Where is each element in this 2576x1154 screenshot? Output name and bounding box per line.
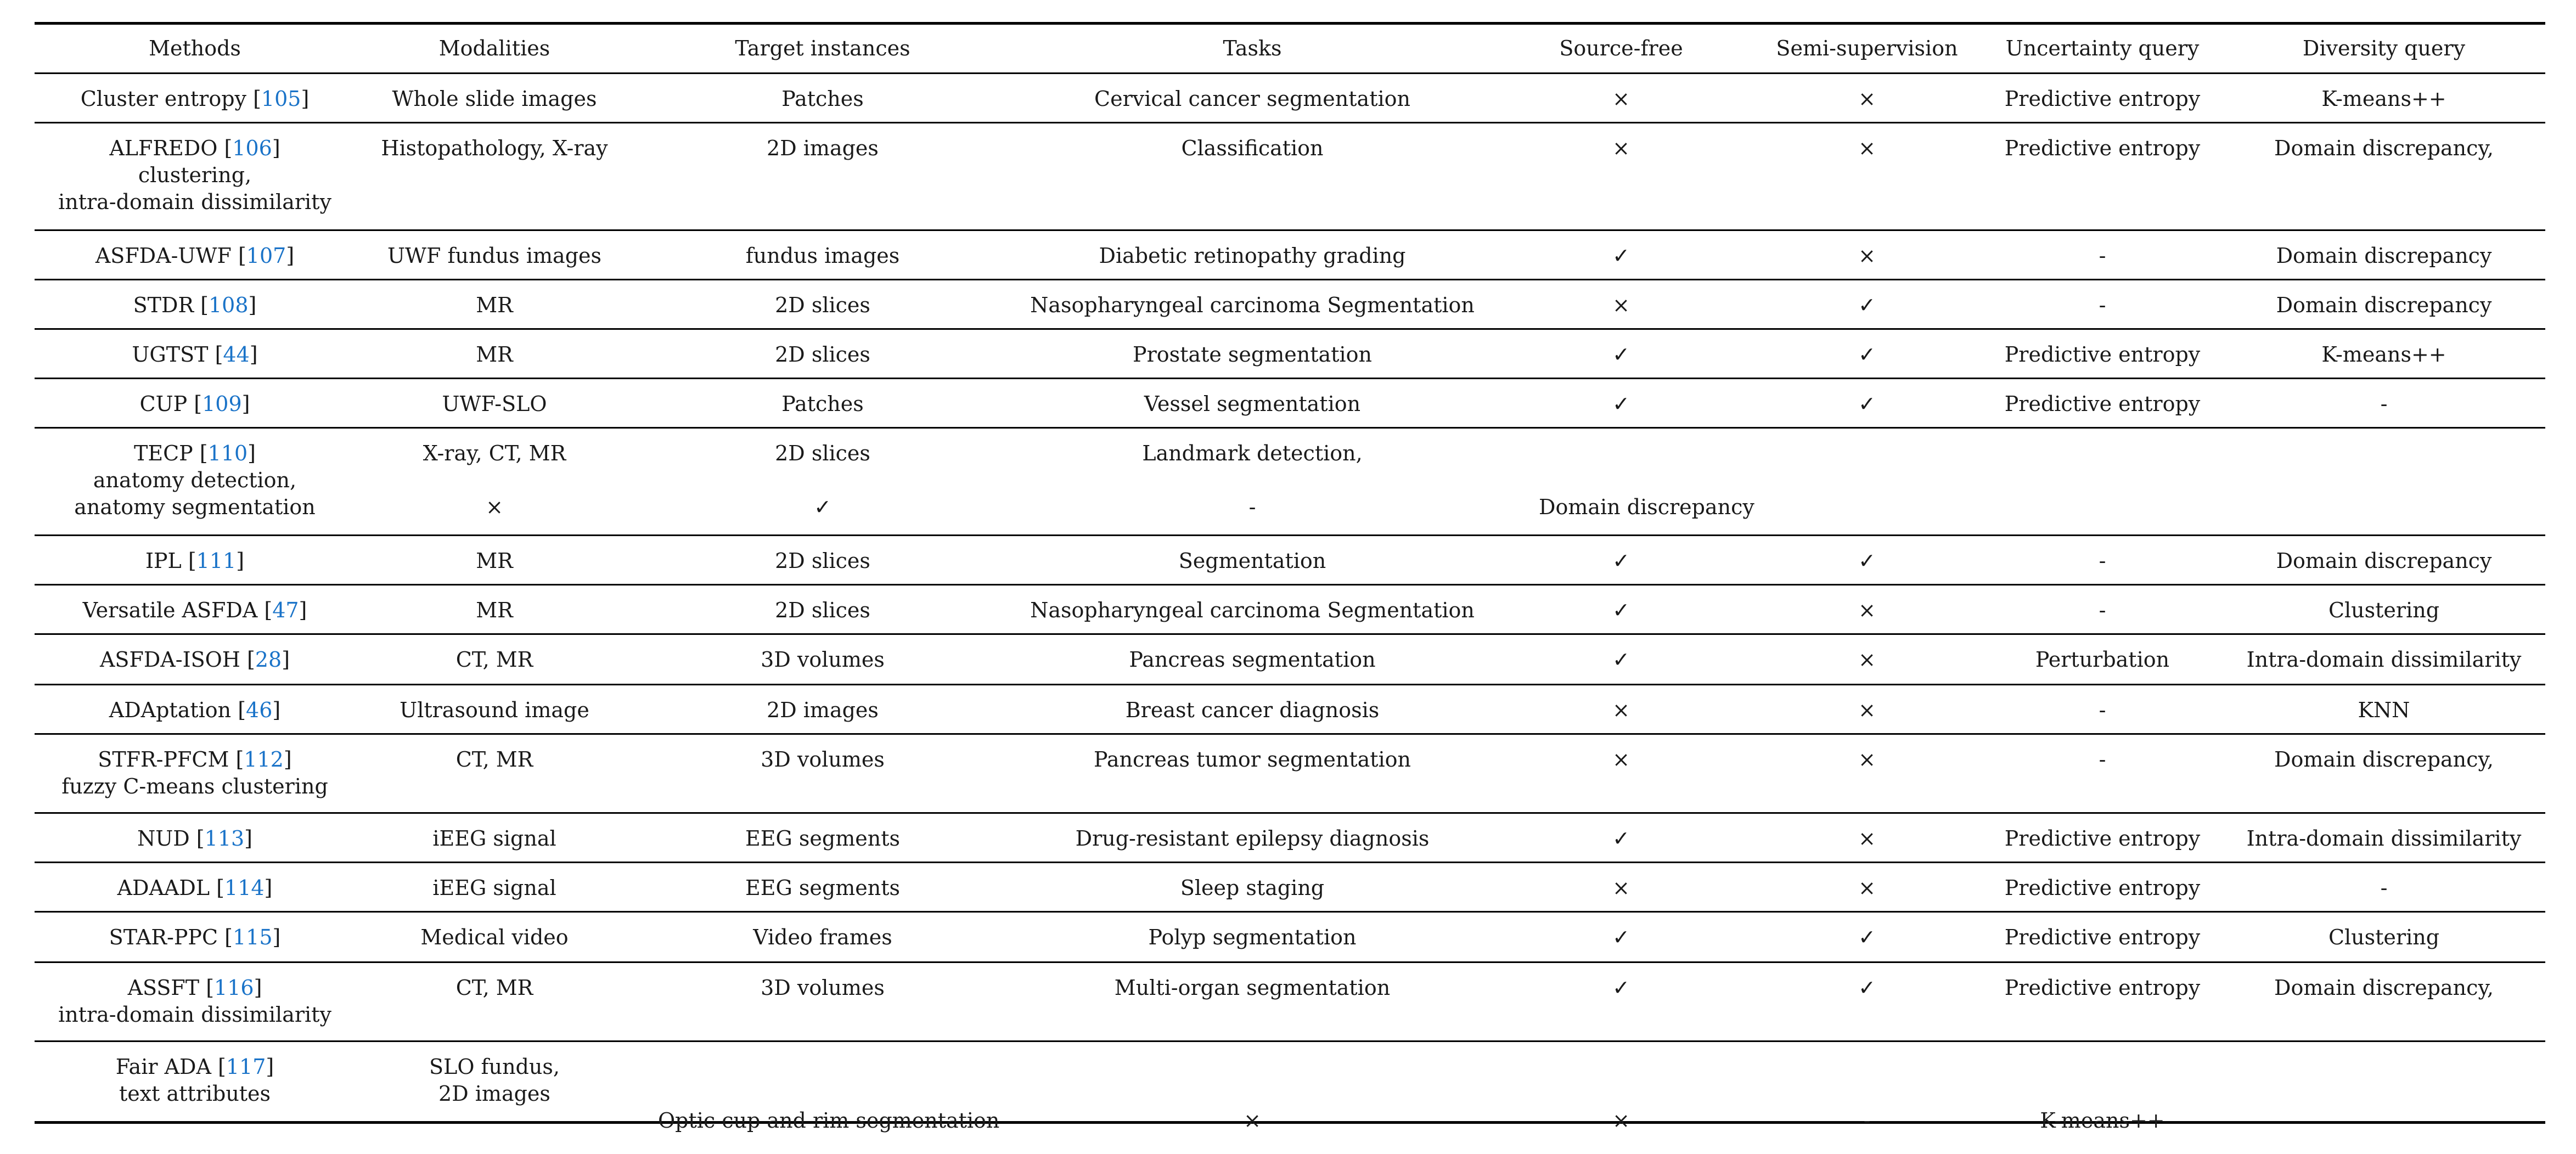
method-name-part: CUP [: [139, 392, 203, 416]
table-cell: 2D images: [767, 136, 879, 160]
method-name-part: ]: [254, 976, 262, 1000]
table-cell: Video frames: [753, 925, 892, 949]
method-cell: [52, 746, 338, 773]
table-cell: ✓: [1858, 549, 1876, 573]
method-name-part: ASFDA-ISOH [: [99, 648, 255, 672]
table-cell: MR: [476, 342, 513, 367]
table-cell: CT, MR: [455, 648, 533, 672]
table-cell: Domain discrepancy,: [2274, 747, 2494, 772]
table-cell: -: [2099, 747, 2106, 772]
table-cell: CT, MR: [455, 976, 533, 1000]
method-name-part: IPL [: [145, 549, 196, 573]
table-cell: ×: [1858, 648, 1876, 672]
table-cell: -: [2099, 244, 2106, 268]
table-cell: ✓: [1612, 826, 1630, 851]
method-name-part: ]: [272, 925, 281, 949]
table-cell: Perturbation: [2035, 648, 2170, 672]
method-cell: [52, 597, 338, 624]
table-cell: 2D slices: [775, 598, 870, 622]
table-cell: 3D volumes: [761, 976, 885, 1000]
row-separator: [35, 122, 2545, 123]
table-cell: ✓: [1612, 598, 1630, 622]
table-cell: iEEG signal: [432, 876, 556, 900]
table-cell: -: [1863, 1108, 1871, 1133]
table-cell: 2D slices: [775, 342, 870, 367]
row-separator: [35, 279, 2545, 280]
table-cell: Domain discrepancy: [1539, 495, 1754, 519]
row-separator: [35, 1040, 2545, 1042]
table-cell: UWF fundus images: [387, 244, 602, 268]
column-header: Modalities: [438, 36, 550, 60]
method-name-part: ]: [272, 136, 280, 160]
method-cell: [52, 924, 338, 951]
table-cell: Intra-domain dissimilarity: [2246, 648, 2522, 672]
table-cell: Ultrasound image: [400, 698, 589, 722]
method-name-part: ASFDA-UWF [: [95, 244, 246, 268]
row-separator: [35, 534, 2545, 536]
citation-link[interactable]: 111: [196, 549, 237, 573]
table-cell: -: [2099, 598, 2106, 622]
method-cell: [52, 292, 338, 319]
table-cell: Segmentation: [1178, 549, 1326, 573]
table-cell: Domain discrepancy,: [2274, 976, 2494, 1000]
method-name-part: ASSFT [: [127, 976, 215, 1000]
method-cell: [52, 135, 338, 162]
table-cell: Patches: [781, 392, 864, 416]
table-cell: ×: [1858, 598, 1876, 622]
table-cell: Clustering: [2328, 925, 2440, 949]
column-header: Methods: [149, 36, 241, 60]
method-name-part: Fair ADA [: [115, 1055, 226, 1079]
table-cell: ×: [1858, 826, 1876, 851]
method-name-part: ]: [283, 747, 292, 772]
table-cell: ✓: [814, 495, 831, 519]
method-name-part: Versatile ASFDA [: [82, 598, 273, 622]
table-cell: ×: [1858, 136, 1876, 160]
table-cell: Prostate segmentation: [1133, 342, 1372, 367]
method-cell: [52, 975, 338, 1001]
table-cell: ×: [1612, 698, 1630, 722]
method-name-part: STFR-PFCM [: [98, 747, 244, 772]
citation-link[interactable]: 47: [272, 598, 299, 622]
method-name-part: UGTST [: [132, 342, 223, 367]
table-cell: K-means++: [2321, 342, 2446, 367]
column-header: Target instances: [735, 36, 910, 60]
citation-link[interactable]: 117: [226, 1055, 266, 1079]
row-separator: [35, 961, 2545, 963]
table-cell: Domain discrepancy: [2276, 293, 2492, 317]
table-cell: SLO fundus,: [429, 1055, 560, 1079]
table-cell: ✓: [1612, 648, 1630, 672]
table-cell: 2D slices: [775, 293, 870, 317]
table-cell: ×: [1858, 698, 1876, 722]
method-name-part: ]: [272, 698, 281, 722]
table-cell: Clustering: [2328, 598, 2440, 622]
table-cell: K-means++: [2321, 87, 2446, 111]
table-cell: Diabetic retinopathy grading: [1099, 244, 1406, 268]
row-separator: [35, 733, 2545, 735]
table-cell: -: [2380, 876, 2388, 900]
row-separator: [35, 812, 2545, 814]
table-cell: ×: [1612, 1108, 1630, 1133]
table-cell: Vessel segmentation: [1144, 392, 1361, 416]
table-cell: ✓: [1612, 925, 1630, 949]
table-cell: Landmark detection,: [1142, 441, 1363, 465]
table-cell: 2D images: [767, 698, 879, 722]
table-cell: -: [2099, 698, 2106, 722]
method-cell: anatomy segmentation: [74, 495, 316, 519]
table-cell: ×: [1612, 136, 1630, 160]
method-name-part: ]: [264, 876, 273, 900]
method-name-part: STAR-PPC [: [109, 925, 233, 949]
citation-link[interactable]: 112: [244, 747, 284, 772]
table-cell: ✓: [1612, 244, 1630, 268]
method-name-part: TECP [: [134, 441, 208, 465]
table-cell: ✓: [1858, 925, 1876, 949]
row-separator: [35, 633, 2545, 635]
method-name-part: ]: [244, 826, 252, 851]
table-cell: Polyp segmentation: [1148, 925, 1357, 949]
row-separator: [35, 328, 2545, 330]
table-cell: iEEG signal: [432, 826, 556, 851]
table-cell: ×: [1612, 293, 1630, 317]
table-cell: Histopathology, X-ray: [381, 136, 608, 160]
method-cell: [52, 440, 338, 467]
table-cell: 2D slices: [775, 549, 870, 573]
table-cell: Intra-domain dissimilarity: [2246, 826, 2522, 851]
table-top-rule: [35, 22, 2545, 25]
table-cell: ✓: [1858, 392, 1876, 416]
table-cell: ✓: [1858, 976, 1876, 1000]
method-name-part: ]: [249, 342, 258, 367]
method-cell: [52, 243, 338, 269]
method-cell: anatomy detection,: [93, 468, 297, 492]
table-cell: K-means++: [2040, 1108, 2165, 1133]
citation-link[interactable]: 105: [261, 87, 301, 111]
column-header: Diversity query: [2302, 36, 2466, 60]
method-name-part: STDR [: [133, 293, 209, 317]
table-cell: 2D slices: [775, 441, 870, 465]
citation-link[interactable]: 106: [232, 136, 272, 160]
table-cell: fundus images: [745, 244, 900, 268]
row-separator: [35, 584, 2545, 586]
table-cell: UWF-SLO: [442, 392, 547, 416]
table-cell: X-ray, CT, MR: [423, 441, 566, 465]
method-cell: text attributes: [119, 1082, 271, 1106]
table-cell: Optic cup and rim segmentation: [658, 1108, 1000, 1133]
table-cell: Predictive entropy: [2004, 87, 2201, 111]
citation-link[interactable]: 115: [232, 925, 273, 949]
method-cell: [52, 646, 338, 673]
method-cell: intra-domain dissimilarity: [58, 1003, 331, 1027]
row-separator: [35, 684, 2545, 685]
table-cell: ✓: [1612, 392, 1630, 416]
table-cell: ✓: [1858, 293, 1876, 317]
table-cell: Pancreas segmentation: [1129, 648, 1376, 672]
table-cell: ×: [1858, 244, 1876, 268]
citation-link[interactable]: 110: [207, 441, 248, 465]
citation-link[interactable]: 46: [246, 698, 273, 722]
method-name-part: ]: [301, 87, 310, 111]
table-cell: ×: [1858, 747, 1876, 772]
table-cell: ×: [1858, 876, 1876, 900]
table-cell: Predictive entropy: [2004, 876, 2201, 900]
table-cell: ✓: [1612, 976, 1630, 1000]
table-cell: ×: [1612, 747, 1630, 772]
row-separator: [35, 72, 2545, 74]
method-cell: [52, 825, 338, 852]
table-cell: ✓: [1612, 342, 1630, 367]
table-cell: Classification: [1181, 136, 1324, 160]
method-cell: [52, 86, 338, 112]
method-name-part: Cluster entropy [: [80, 87, 261, 111]
table-cell: Medical video: [420, 925, 569, 949]
citation-link[interactable]: 107: [246, 244, 286, 268]
table-cell: ✓: [1612, 549, 1630, 573]
table-cell: Predictive entropy: [2004, 342, 2201, 367]
table-cell: Domain discrepancy,: [2274, 136, 2494, 160]
method-name-part: ]: [236, 549, 245, 573]
method-cell: clustering,: [138, 163, 252, 187]
method-cell: fuzzy C-means clustering: [61, 774, 328, 798]
method-name-part: NUD [: [137, 826, 205, 851]
table-cell: ×: [1858, 87, 1876, 111]
table-cell: CT, MR: [455, 747, 533, 772]
table-cell: Domain discrepancy: [2276, 244, 2492, 268]
table-cell: 3D volumes: [761, 648, 885, 672]
method-cell: intra-domain dissimilarity: [58, 190, 331, 214]
row-separator: [35, 862, 2545, 863]
citation-link[interactable]: 28: [255, 648, 282, 672]
citation-link[interactable]: 113: [204, 826, 245, 851]
method-cell: [52, 697, 338, 724]
method-name-part: ]: [282, 648, 290, 672]
column-header: Source-free: [1559, 36, 1683, 60]
column-header: Semi-supervision: [1776, 36, 1958, 60]
method-name-part: ]: [241, 392, 250, 416]
table-cell: Predictive entropy: [2004, 976, 2201, 1000]
table-cell: Nasopharyngeal carcinoma Segmentation: [1030, 598, 1475, 622]
table-cell: MR: [476, 549, 513, 573]
table-cell: Sleep staging: [1180, 876, 1325, 900]
table-cell: -: [2099, 293, 2106, 317]
table-cell: Breast cancer diagnosis: [1125, 698, 1380, 722]
table-cell: ×: [486, 495, 503, 519]
row-separator: [35, 911, 2545, 913]
table-cell: EEG segments: [745, 876, 900, 900]
method-name-part: ADAptation [: [109, 698, 246, 722]
table-cell: Predictive entropy: [2004, 925, 2201, 949]
method-name-part: ADAADL [: [117, 876, 225, 900]
table-cell: EEG segments: [745, 826, 900, 851]
method-name-part: ]: [248, 441, 256, 465]
table-cell: -: [1248, 495, 1256, 519]
table-cell: Predictive entropy: [2004, 136, 2201, 160]
table-cell: Nasopharyngeal carcinoma Segmentation: [1030, 293, 1475, 317]
method-name-part: ]: [248, 293, 257, 317]
table-cell: Whole slide images: [392, 87, 597, 111]
row-separator: [35, 427, 2545, 429]
row-separator: [35, 378, 2545, 379]
method-cell: [52, 548, 338, 575]
table-cell: Cervical cancer segmentation: [1094, 87, 1410, 111]
citation-link[interactable]: 109: [202, 392, 242, 416]
citation-link[interactable]: 44: [223, 342, 250, 367]
method-cell: [52, 875, 338, 902]
table-cell: MR: [476, 598, 513, 622]
method-cell: [52, 391, 338, 418]
method-cell: [52, 341, 338, 368]
row-separator: [35, 229, 2545, 231]
table-cell: MR: [476, 293, 513, 317]
table-cell: 3D volumes: [761, 747, 885, 772]
table-cell: ×: [1612, 876, 1630, 900]
method-name-part: ]: [286, 244, 295, 268]
citation-link[interactable]: 114: [224, 876, 265, 900]
table-cell: Multi-organ segmentation: [1114, 976, 1391, 1000]
table-cell: ×: [1244, 1108, 1261, 1133]
table-cell: 2D images: [438, 1082, 550, 1106]
table-cell: Predictive entropy: [2004, 392, 2201, 416]
method-name-part: ALFREDO [: [109, 136, 233, 160]
column-header: Tasks: [1223, 36, 1282, 60]
table-cell: Drug-resistant epilepsy diagnosis: [1075, 826, 1430, 851]
citation-link[interactable]: 116: [214, 976, 254, 1000]
table-cell: KNN: [2358, 698, 2410, 722]
table-cell: -: [2380, 392, 2388, 416]
table-cell: Pancreas tumor segmentation: [1093, 747, 1411, 772]
method-name-part: ]: [299, 598, 307, 622]
table-cell: ✓: [1858, 342, 1876, 367]
table-cell: -: [2099, 549, 2106, 573]
citation-link[interactable]: 108: [209, 293, 249, 317]
table-cell: Patches: [781, 87, 864, 111]
column-header: Uncertainty query: [2005, 36, 2200, 60]
table-cell: Domain discrepancy: [2276, 549, 2492, 573]
table-cell: Predictive entropy: [2004, 826, 2201, 851]
method-cell: [52, 1054, 338, 1080]
method-name-part: ]: [266, 1055, 274, 1079]
table-cell: ×: [1612, 87, 1630, 111]
